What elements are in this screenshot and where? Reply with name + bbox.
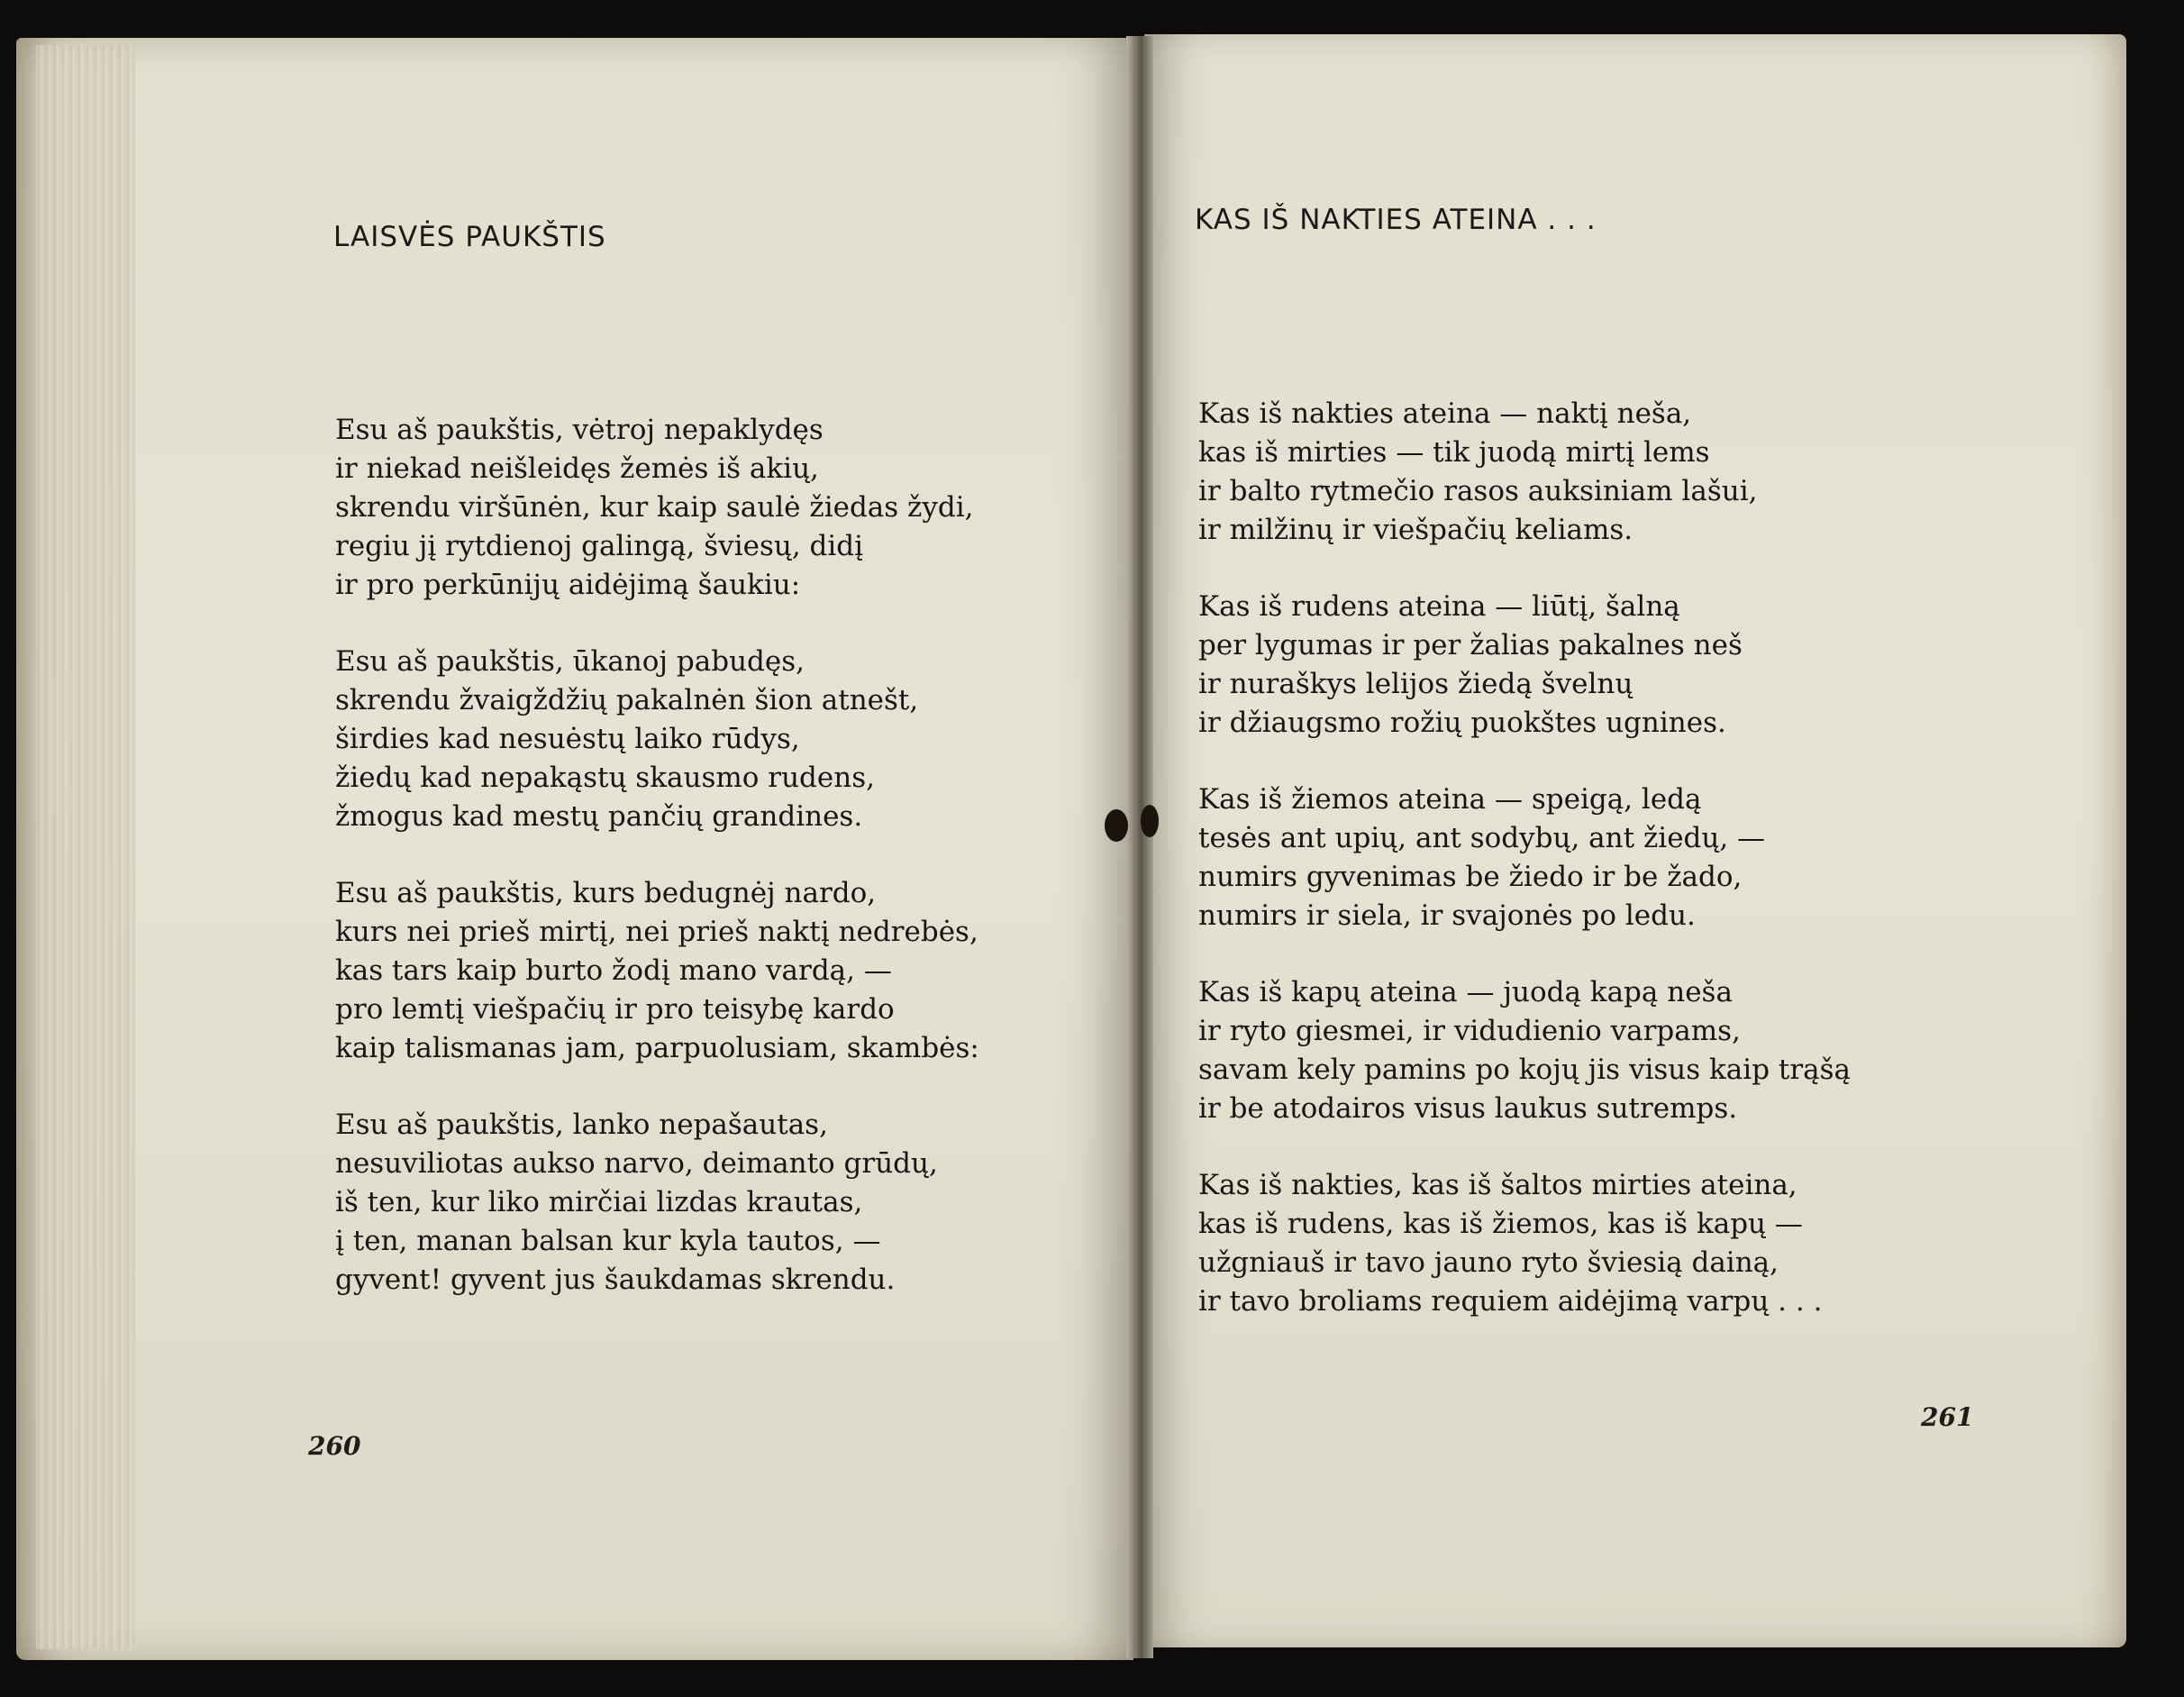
stanza: [335, 411, 979, 605]
poem-line: Kas iš rudens ateina — liūtį, šalną: [1198, 590, 1680, 623]
poem-line: Kas iš kapų ateina — juodą kapą neša: [1198, 976, 1733, 1008]
poem-line: ir be atodairos visus laukus sutremps.: [1198, 1092, 1738, 1125]
binding-hole-right: [1141, 805, 1159, 837]
poem-line: gyvent! gyvent jus šaukdamas skrendu.: [335, 1264, 896, 1296]
left-poem-title: LAISVĖS PAUKŠTIS: [333, 221, 606, 253]
poem-line: ir nuraškys lelijos žiedą švelnų: [1198, 668, 1633, 700]
poem-line: ir ryto giesmei, ir vidudienio varpams,: [1198, 1015, 1741, 1047]
poem-line: ir niekad neišleidęs žemės iš akių,: [335, 452, 819, 485]
poem-line: kurs nei prieš mirtį, nei prieš naktį nedrebės,: [335, 916, 978, 948]
poem-line: pro lemtį viešpačių ir pro teisybę kardo: [335, 993, 895, 1026]
stanza: [1198, 1166, 1851, 1321]
stanza: [335, 643, 979, 836]
poem-line: numirs ir siela, ir svajonės po ledu.: [1198, 899, 1696, 932]
poem-line: savam kely pamins po kojų jis visus kaip trąšą: [1198, 1054, 1852, 1086]
poem-line: tesės ant upių, ant sodybų, ant žiedų, —: [1198, 822, 1766, 854]
poem-line: ir pro perkūnijų aidėjimą šaukiu:: [335, 569, 801, 601]
poem-line: skrendu žvaigždžių pakalnėn šion atnešt,: [335, 684, 919, 716]
poem-line: iš ten, kur liko mirčiai lizdas krautas,: [335, 1186, 863, 1218]
poem-line: kaip talismanas jam, parpuolusiam, skambės:: [335, 1032, 979, 1064]
poem-line: žiedų kad nepakąstų skausmo rudens,: [335, 762, 875, 794]
book-gutter: [1126, 36, 1153, 1658]
poem-line: numirs gyvenimas be žiedo ir be žado,: [1198, 861, 1743, 893]
right-poem-title: KAS IŠ NAKTIES ATEINA . . .: [1195, 204, 1597, 236]
poem-line: žmogus kad mestų pančių grandines.: [335, 800, 863, 833]
page-edges: [36, 45, 135, 1649]
right-page-number: 261: [1921, 1402, 1974, 1432]
poem-line: nesuviliotas aukso narvo, deimanto grūdų,: [335, 1147, 938, 1180]
stanza: [1198, 780, 1851, 935]
poem-line: ir tavo broliams requiem aidėjimą varpų . . .: [1198, 1285, 1823, 1318]
poem-line: ir milžinų ir viešpačių keliams.: [1198, 514, 1633, 546]
poem-line: širdies kad nesuėstų laiko rūdys,: [335, 723, 800, 755]
poem-line: Kas iš nakties ateina — naktį neša,: [1198, 397, 1692, 430]
stanza: [335, 1106, 979, 1300]
poem-line: per lygumas ir per žalias pakalnes neš: [1198, 629, 1743, 661]
poem-line: skrendu viršūnėn, kur kaip saulė žiedas žydi,: [335, 491, 974, 524]
poem-line: Esu aš paukštis, ūkanoj pabudęs,: [335, 645, 805, 678]
stanza: [1198, 395, 1851, 550]
poem-line: kas iš mirties — tik juodą mirtį lems: [1198, 436, 1710, 469]
poem-line: kas tars kaip burto žodį mano vardą, —: [335, 954, 892, 987]
poem-line: kas iš rudens, kas iš žiemos, kas iš kapų —: [1198, 1208, 1803, 1240]
poem-line: ir balto rytmečio rasos auksiniam lašui,: [1198, 475, 1758, 507]
stanza: [1198, 588, 1851, 743]
stanza: [1198, 973, 1851, 1128]
right-poem-body: [1198, 395, 1851, 1321]
poem-line: Kas iš nakties, kas iš šaltos mirties ateina,: [1198, 1169, 1797, 1201]
poem-line: Esu aš paukštis, vėtroj nepaklydęs: [335, 414, 824, 446]
poem-line: Kas iš žiemos ateina — speigą, ledą: [1198, 783, 1702, 816]
poem-line: ir džiaugsmo rožių puokštes ugnines.: [1198, 707, 1726, 739]
binding-hole-left: [1105, 809, 1128, 842]
stanza: [335, 874, 979, 1068]
poem-line: regiu jį rytdienoj galingą, šviesų, didį: [335, 530, 864, 562]
poem-line: į ten, manan balsan kur kyla tautos, —: [335, 1225, 881, 1257]
poem-line: užgniauš ir tavo jauno ryto šviesią dainą,: [1198, 1246, 1779, 1279]
poem-line: Esu aš paukštis, kurs bedugnėj nardo,: [335, 877, 877, 909]
left-page-number: 260: [308, 1431, 361, 1461]
poem-line: Esu aš paukštis, lanko nepašautas,: [335, 1109, 828, 1141]
left-poem-body: [335, 411, 979, 1300]
